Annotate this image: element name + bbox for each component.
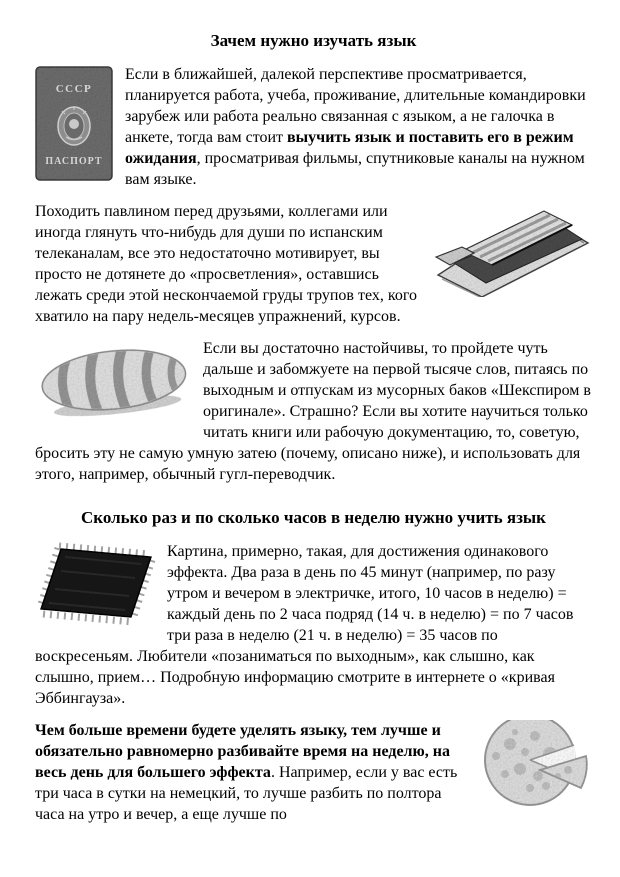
soviet-passport-image xyxy=(35,66,113,181)
coffin-image xyxy=(432,201,592,297)
bread-loaf-image xyxy=(35,340,193,422)
section-heading-hours: Сколько раз и по сколько часов в неделю нужно учить язык xyxy=(81,508,546,527)
section-time-split xyxy=(35,720,592,825)
pizza-image xyxy=(480,720,592,816)
passport-title-label: ПАСПОРТ xyxy=(45,156,103,167)
paragraph-intro-text-1: Если в ближайшей, далекой перспективе просматривается, планируется работа, учеба, проживание, длительные командировки зарубеж или работа реально связанная с языком, а не галочка в анкете, тогда вам стоит xyxy=(125,66,586,146)
passport-cccp-label: СССР xyxy=(55,83,93,95)
paragraph-intro xyxy=(35,64,592,190)
microchip-image xyxy=(35,541,157,629)
page-title: Зачем нужно изучать язык xyxy=(210,31,417,50)
paragraph-intro-text-2: , просматривая фильмы, спутниковые каналы на нужном вам языке. xyxy=(125,150,585,188)
section-persistence xyxy=(35,338,592,485)
section-motivation xyxy=(35,201,592,327)
passport-emblem xyxy=(58,106,90,145)
section-schedule xyxy=(35,541,592,709)
paragraph-time-split-text: . Например, если у вас есть три часа в сутки на немецкий, то лучше разбить по полтора часа на утро и вечер, а еще лучше по xyxy=(35,764,458,823)
paragraph-motivation: Походить павлином перед друзьями, коллегами или иногда глянуть что-нибудь для души по испанским телеканалам, все это недостаточно мотивирует, вы просто не дотянете до «просветления», оставшись лежать среди этой нескончаемой груды трупов тех, кого хватило на пару недель-месяцев упражнений, курсов. xyxy=(35,203,417,325)
paragraph-schedule: Картина, примерно, такая, для достижения одинакового эффекта. Два раза в день по 45 минут (например, по разу утром и вечером в электричке, итого, 10 часов в неделю) = каждый день по 2 часа подряд (14 ч. в неделю) = по 7 часов три раза в неделю (21 ч. в неделю) = 35 часов по воскресеньям. Любители «позаниматься по выходным», как слышно, как слышно, прием… Подробную информацию смотрите в интернете о «кривая Эббингауза». xyxy=(35,543,574,707)
paragraph-persistence: Если вы достаточно настойчивы, то пройдете чуть дальше и забомжуете на первой тысяче слов, питаясь по выходным и отпускам из мусорных баков «Шекспиром в оригинале». Страшно? Если вы хотите научиться только читать книги или рабочую документацию, то, советую, бросить эту не самую умную затею (почему, описано ниже), и использовать для этого, например, обычный гугл-переводчик. xyxy=(35,340,591,483)
paragraph-intro-bold: выучить язык и поставить его в режим ожидания xyxy=(125,129,574,167)
paragraph-time-split-bold: Чем больше времени будете уделять языку, тем лучше и обязательно равномерно разбивайте время на неделю, на весь день для большего эффекта xyxy=(35,722,450,781)
section-why-learn xyxy=(35,64,592,190)
